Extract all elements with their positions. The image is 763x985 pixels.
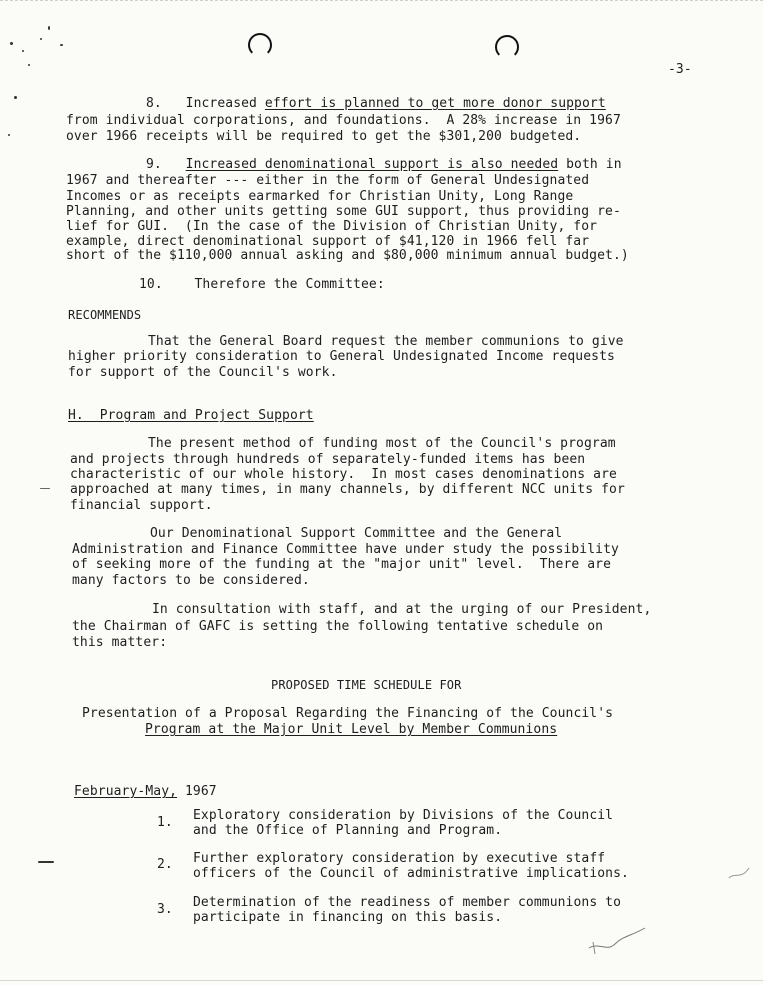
schedule-title: PROPOSED TIME SCHEDULE FOR <box>271 678 462 692</box>
schedule-period <box>74 784 217 799</box>
stray-mark <box>22 50 24 52</box>
margin-dash <box>40 488 50 489</box>
item-9-tail: both in <box>558 157 622 172</box>
item-9-line: example, direct denominational support of $41,120 in 1966 fell far <box>66 234 590 249</box>
section-h-para1-line: financial support. <box>70 498 213 513</box>
step-number: 2. <box>157 857 173 872</box>
section-h-para2-line: of seeking more of the funding at the "major unit" level. There are <box>72 557 612 572</box>
schedule-period-months: February-May, <box>74 784 178 799</box>
stray-mark <box>40 38 42 40</box>
item-9-line: short of the $110,000 annual asking and $80,000 minimum annual budget.) <box>66 248 629 263</box>
item-number: 9. <box>146 157 162 172</box>
item-8-line: from individual corporations, and foundations. A 28% increase in 1967 <box>66 113 621 128</box>
stray-mark <box>60 44 63 46</box>
section-h-para3-line: this matter: <box>72 635 168 650</box>
step-line: and the Office of Planning and Program. <box>193 823 503 838</box>
schedule-subtitle-line-1: Presentation of a Proposal Regarding the Financing of the Council's <box>82 706 614 721</box>
page-bottom-edge <box>0 980 763 983</box>
section-h-para2-line: Administration and Finance Committee have under study the possibility <box>72 542 619 557</box>
section-h-para1-line: approached at many times, in many channels, by different NCC units for <box>70 482 625 497</box>
stray-mark <box>8 134 10 136</box>
section-h-para3-line: the Chairman of GAFC is setting the following tentative schedule on <box>72 619 604 634</box>
step-number: 1. <box>157 815 173 830</box>
item-9-line: lief for GUI. (In the case of the Division of Christian Unity, for <box>66 219 598 234</box>
item-9-line: Planning, and other units getting some GUI support, thus providing re- <box>66 204 621 219</box>
section-h-heading: H. Program and Project Support <box>68 408 314 423</box>
section-h-para1-line: characteristic of our whole history. In most cases denominations are <box>70 467 617 482</box>
margin-scribble <box>725 858 755 888</box>
item-8-line: over 1966 receipts will be required to get the $301,200 budgeted. <box>66 129 582 144</box>
step-line: participate in financing on this basis. <box>193 910 503 925</box>
punch-hole-right <box>495 35 519 59</box>
stray-mark <box>10 42 13 45</box>
punch-hole-left <box>248 33 272 57</box>
item-9-line: 1967 and thereafter --- either in the form of General Undesignated <box>66 173 590 188</box>
stray-mark <box>48 26 50 30</box>
step-line: officers of the Council of administrative implications. <box>193 866 629 881</box>
section-h-para3-line: In consultation with staff, and at the urging of our President, <box>152 602 652 617</box>
item-9-first-line <box>146 157 622 172</box>
section-h-para2-line: many factors to be considered. <box>72 573 310 588</box>
step-number: 3. <box>157 902 173 917</box>
schedule-period-year: 1967 <box>177 784 217 799</box>
recommends-line: for support of the Council's work. <box>68 365 338 380</box>
recommends-line: That the General Board request the member communions to give <box>148 334 624 349</box>
stray-mark <box>14 96 17 99</box>
step-line: Exploratory consideration by Divisions of the Council <box>193 808 614 823</box>
item-number: 8. <box>146 96 162 111</box>
item-8-underlined-text: effort is planned to get more donor support <box>264 96 606 111</box>
item-10-line <box>139 277 385 292</box>
page-number: -3- <box>668 62 692 77</box>
step-line: Further exploratory consideration by executive staff <box>193 851 606 866</box>
recommends-heading: RECOMMENDS <box>68 308 142 322</box>
section-h-para1-line: and projects through hundreds of separately-funded items has been <box>70 452 586 467</box>
item-8-lead: Increased <box>185 96 265 111</box>
recommends-line: higher priority consideration to General Undesignated Income requests <box>68 349 615 364</box>
section-h-para1-line: The present method of funding most of the Council's program <box>148 436 616 451</box>
item-10-text: Therefore the Committee: <box>194 277 385 292</box>
item-8-first-line <box>146 96 606 111</box>
schedule-subtitle-line-2: Program at the Major Unit Level by Member Communions <box>145 722 558 737</box>
item-9-line: Incomes or as receipts earmarked for Christian Unity, Long Range <box>66 189 574 204</box>
stray-mark <box>28 64 30 66</box>
item-number: 10. <box>139 277 163 292</box>
section-h-para2-line: Our Denominational Support Committee and the General <box>150 526 563 541</box>
handwritten-scribble <box>585 918 655 958</box>
page-top-edge <box>0 0 763 4</box>
step-line: Determination of the readiness of member communions to <box>193 895 622 910</box>
item-9-underlined-text: Increased denominational support is also needed <box>185 157 559 172</box>
margin-dash <box>38 861 54 863</box>
